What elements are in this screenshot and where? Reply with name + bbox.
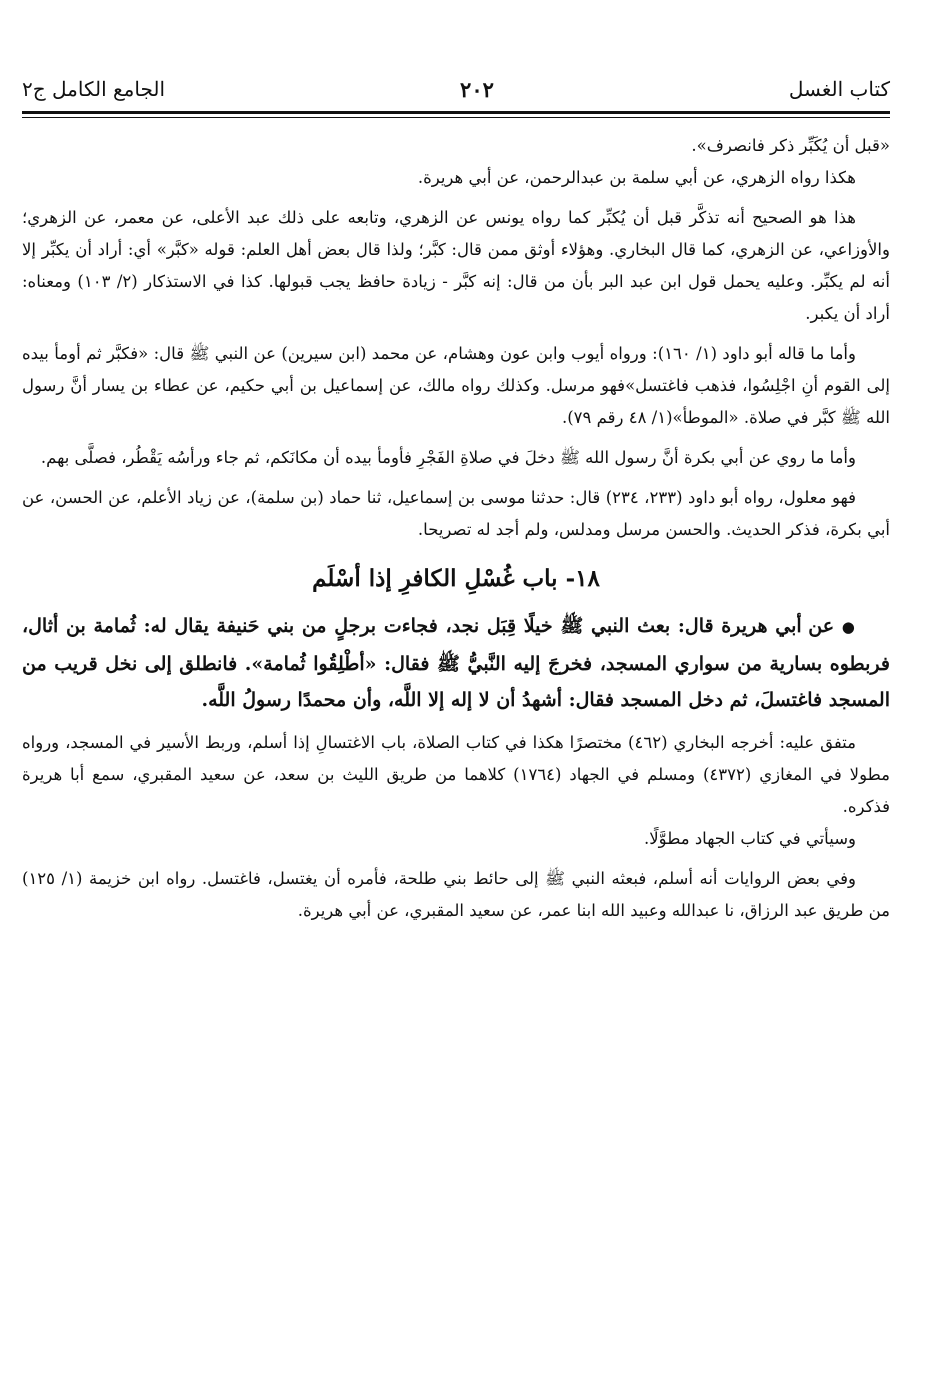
paragraph-commentary: هذا هو الصحيح أنه تذكَّر قبل أن يُكبِّر كما رواه يونس عن الزهري، وتابعه على ذلك عبد الأعلى، عن معمر، عن الزهري؛ والأوزاعي، عن الزهري، كما قال البخاري. وهؤلاء أوثق ممن قال: كبَّر؛ ولذا قال بعض أهل العلم: قوله «كبَّر» أي: أراد أن يكبِّر إلا أنه لم يكبِّر. وعليه يحمل قول ابن عبد البر بأن من قال: إنه كبَّر - زيادة حافظ يجب قبولها. كذا في الاستذكار (٢/ ١٠٣) ومعناه: أراد أن يكبر. (22, 208, 890, 323)
header-rule-thick (22, 111, 890, 114)
note-other-narrations: وفي بعض الروايات أنه أسلم، فبعثه النبي ﷺ إلى حائط بني طلحة، فأمره أن يغتسل، فاغتسل. رواه ابن خزيمة (١/ ١٢٥) من طريق عبد الرزاق، نا عبدالله وعبيد الله ابنا عمر، عن سعيد المقبري، عن أبي هريرة. (22, 868, 890, 920)
bullet-icon: ● (841, 618, 856, 636)
paragraph-maalul: فهو معلول، رواه أبو داود (٢٣٣، ٢٣٤) قال: حدثنا موسى بن إسماعيل، ثنا حماد (بن سلمة)، عن زياد الأعلم، عن الحسن، عن أبي بكرة، فذكر الحديث. والحسن مرسل ومدلس، ولم أجد له تصريحا. (22, 488, 890, 539)
paragraph-abu-dawud: وأما ما قاله أبو داود (١/ ١٦٠): ورواه أيوب وابن عون وهشام، عن محمد (ابن سيرين) عن النبي ﷺ قال: «فكبَّر ثم أومأ بيده إلى القوم أنِ اجْلِسُوا، فذهب فاغتسل»فهو مرسل. وكذلك رواه مالك، عن إسماعيل بن أبي حكيم، عن عطاء بن يسار أنَّ رسول الله ﷺ كبَّر في صلاة. «الموطأ»(١/ ٤٨ رقم ٧٩). (22, 344, 890, 427)
note-takhrij: متفق عليه: أخرجه البخاري (٤٦٢) مختصرًا هكذا في كتاب الصلاة، باب الاغتسالِ إذا أسلم، وربط الأسير في المسجد، ورواه مطولا في المغازي (٤٣٧٢) ومسلم في الجهاد (١٧٦٤) كلاهما من طريق الليث بن سعد، عن سعيد المقبري، سمع أبا هريرة فذكره. (22, 732, 890, 816)
running-header (22, 72, 890, 106)
hadith-body: عن أبي هريرة قال: بعث النبي ﷺ خيلًا قِبَل نجد، فجاءت برجلٍ من بني حَنيفة يقال له: ثُمامة بن أثال، فربطوه بسارية من سواري المسجد، فخرجَ إليه النَّبيُّ ﷺ فقال: «أطْلِقُوا ثُمامة». فانطلق إلى نخل قريب من المسجد فاغتسلَ، ثم دخل المسجد فقال: أشهدُ أن لا إله إلا اللَّه، وأن محمدًا رسولُ اللَّه. (22, 615, 890, 711)
header-rule-thin (22, 117, 890, 118)
note-cross-reference: وسيأتي في كتاب الجهاد مطوَّلًا. (644, 828, 856, 848)
paragraph-quote-end: «قبل أن يُكَبِّر ذكر فانصرف». (691, 136, 890, 155)
paragraph-abu-bakra: وأما ما روي عن أبي بكرة أنَّ رسول الله ﷺ دخلَ في صلاةِ الفَجْرِ فأومأ بيده أن مكانَكم، ثم جاء ورأسُه يَقْطُر، فصلَّى بهم. (40, 448, 856, 467)
paragraph-narration: هكذا رواه الزهري، عن أبي سلمة بن عبدالرحمن، عن أبي هريرة. (417, 168, 856, 187)
page-content (22, 130, 890, 927)
hadith-text (22, 608, 890, 719)
section-heading: ١٨- باب غُسْلِ الكافرِ إذا أسْلَم (312, 565, 600, 592)
header-book-title: الجامع الكامل ج٢ (22, 77, 166, 101)
page-number: ٢٠٢ (460, 76, 494, 102)
header-chapter-title: كتاب الغسل (788, 77, 890, 101)
